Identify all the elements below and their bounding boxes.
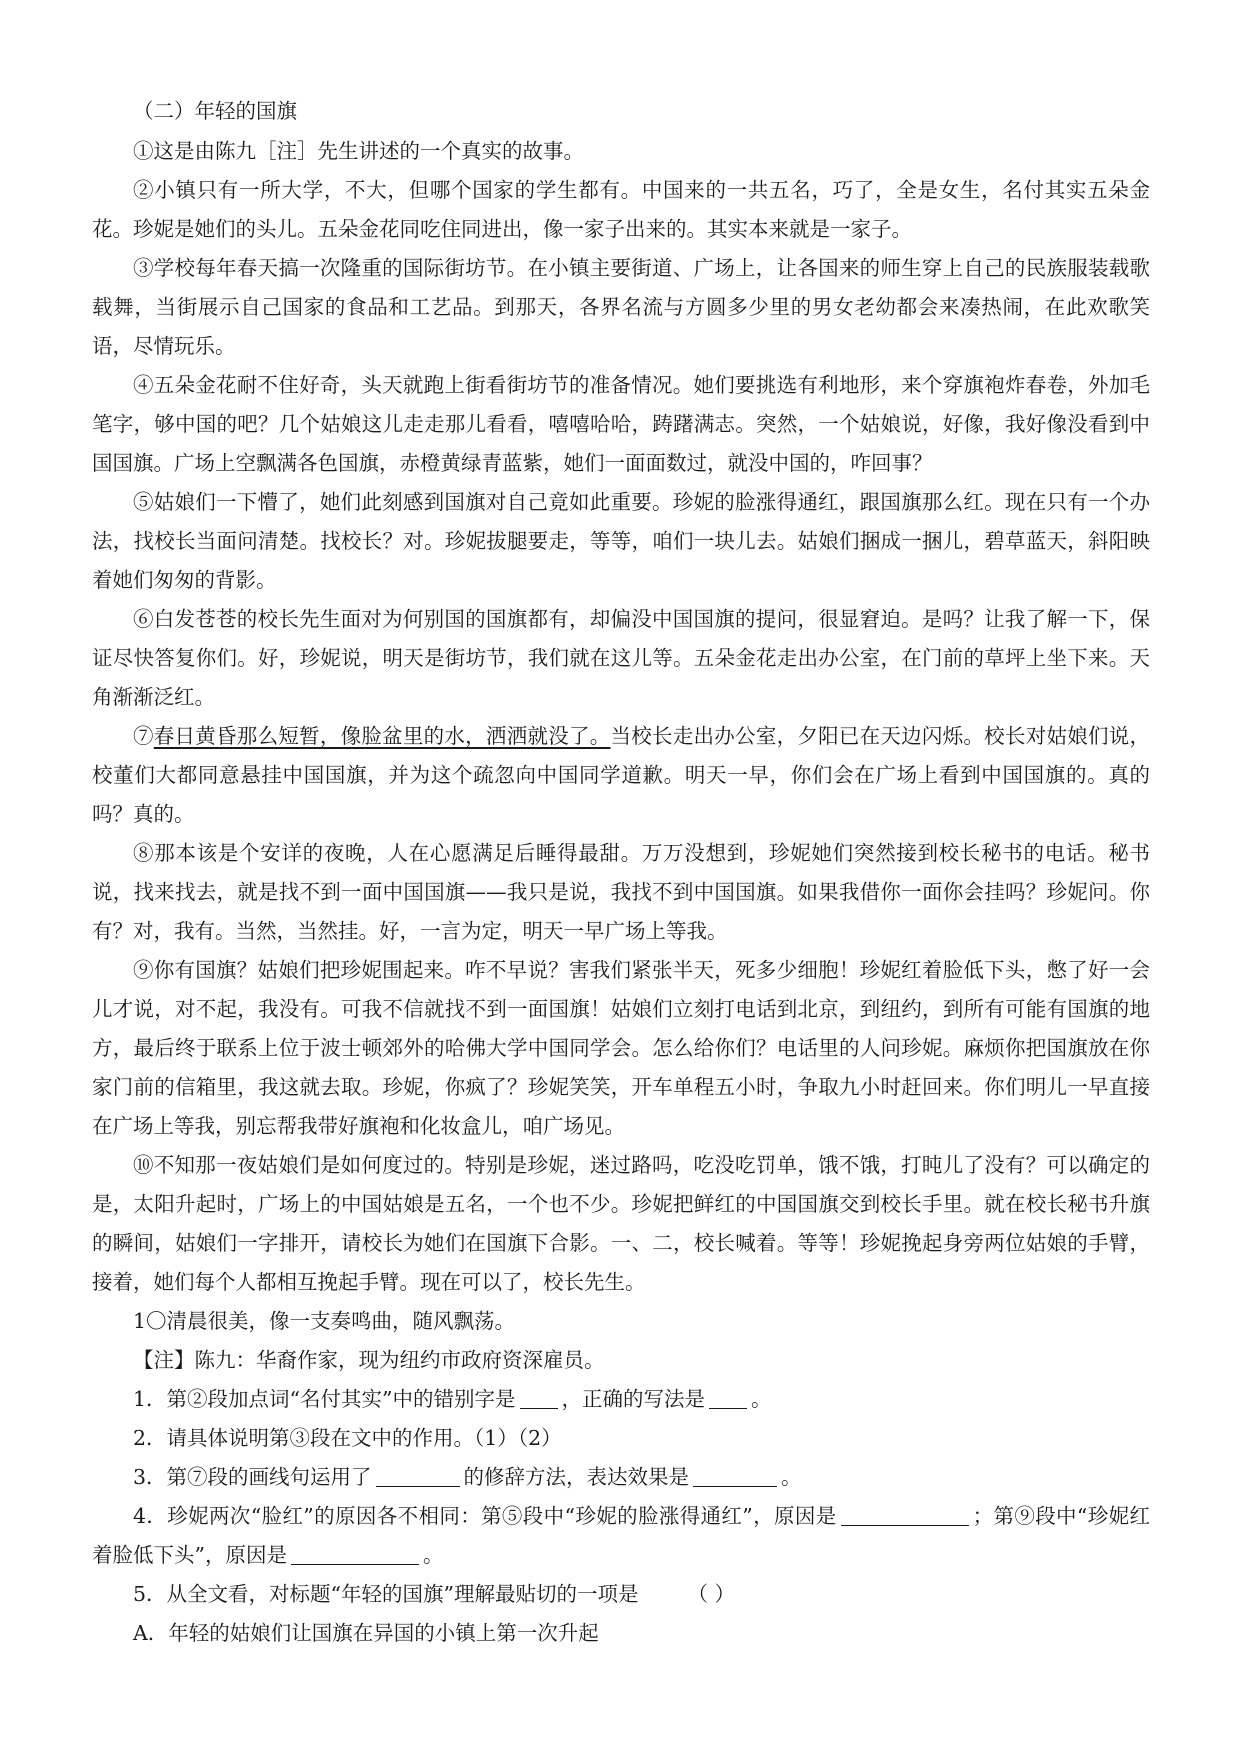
question-1 — [92, 1380, 1150, 1419]
question-4-text-b: ；第⑨段中“珍妮红着脸低下头”，原因是 — [92, 1504, 1150, 1567]
question-3-text-b: 的修辞方法，表达效果是 — [463, 1465, 690, 1489]
question-1-text-b: ，正确的写法是 — [561, 1387, 706, 1411]
author-note: 【注】陈九：华裔作家，现为纽约市政府资深雇员。 — [133, 1348, 605, 1372]
underlined-sentence: 春日黄昏那么短暂，像脸盆里的水，洒洒就没了。 — [153, 724, 611, 748]
answer-blank-3b[interactable] — [693, 1466, 777, 1488]
question-3-end: 。 — [781, 1465, 802, 1489]
question-3-text: 3．第⑦段的画线句运用了 — [133, 1465, 372, 1489]
paragraph-10: ⑩不知那一夜姑娘们是如何度过的。特别是珍妮，迷过路吗，吃没吃罚单，饿不饿，打盹儿了没有？可以确定的是，太阳升起时，广场上的中国姑娘是五名，一个也不少。珍妮把鲜红的中国国旗交到校长手里。就在校长秘书升旗的瞬间，姑娘们一字排开，请校长为她们在国旗下合影。一、二，校长喊着。等等！珍妮挽起身旁两位姑娘的手臂，接着，她们每个人都相互挽起手臂。现在可以了，校长先生。 — [92, 1153, 1150, 1294]
question-5-text: 5．从全文看，对标题“年轻的国旗”理解最贴切的一项是 — [133, 1582, 639, 1606]
paragraph-7-number: ⑦ — [133, 724, 154, 748]
paragraph-7 — [92, 717, 1150, 834]
document-page — [92, 92, 1150, 1653]
question-4-end: 。 — [422, 1543, 444, 1567]
answer-blank-1a[interactable] — [520, 1388, 558, 1410]
paragraph-2: ②小镇只有一所大学，不大，但哪个国家的学生都有。中国来的一共五名，巧了，全是女生，名付其实五朵金花。珍妮是她们的头儿。五朵金花同吃住同进出，像一家子出来的。其实本来就是一家子。 — [92, 178, 1150, 241]
question-4-text: 4．珍妮两次“脸红”的原因各不相同：第⑤段中“珍妮的脸涨得通红”，原因是 — [133, 1504, 837, 1528]
option-a: A．年轻的姑娘们让国旗在异国的小镇上第一次升起 — [133, 1621, 599, 1645]
paragraph-8: ⑧那本该是个安详的夜晚，人在心愿满足后睡得最甜。万万没想到，珍妮她们突然接到校长秘书的电话。秘书说，找来找去，就是找不到一面中国国旗——我只是说，我找不到中国国旗。如果我借你一面你会挂吗？珍妮问。你有？对，我有。当然，当然挂。好，一言为定，明天一早广场上等我。 — [92, 841, 1150, 943]
answer-blank-3a[interactable] — [376, 1466, 460, 1488]
paragraph-5: ⑤姑娘们一下懵了，她们此刻感到国旗对自己竟如此重要。珍妮的脸涨得通红，跟国旗那么红。现在只有一个办法，找校长当面问清楚。找校长？对。珍妮拔腿要走，等等，咱们一块儿去。姑娘们捆成一捆儿，碧草蓝天，斜阳映着她们匆匆的背影。 — [92, 490, 1150, 592]
paragraph-11: 1〇清晨很美，像一支奏鸣曲，随风飘荡。 — [133, 1309, 516, 1333]
question-2: 2．请具体说明第③段在文中的作用。（1）（2） — [133, 1426, 562, 1450]
paragraph-1: ①这是由陈九［注］先生讲述的一个真实的故事。 — [133, 139, 584, 163]
answer-blank-4b[interactable] — [291, 1544, 419, 1566]
paragraph-4: ④五朵金花耐不住好奇，头天就跑上街看街坊节的准备情况。她们要挑选有利地形，来个穿旗袍炸春卷，外加毛笔字，够中国的吧？几个姑娘这儿走走那儿看看，嘻嘻哈哈，踌躇满志。突然，一个姑娘说，好像，我好像没看到中国国旗。广场上空飘满各色国旗，赤橙黄绿青蓝紫，她们一面面数过，就没中国的，咋回事？ — [92, 373, 1150, 475]
question-4 — [92, 1497, 1150, 1575]
answer-blank-4a[interactable] — [841, 1505, 969, 1527]
question-1-text: 1．第②段加点词“名付其实”中的错别字是 — [133, 1387, 516, 1411]
section-title: （二）年轻的国旗 — [133, 99, 297, 123]
question-5 — [92, 1575, 1150, 1614]
paragraph-7-rest: 当校长走出办公室，夕阳已在天边闪烁。校长对姑娘们说，校董们大都同意悬挂中国国旗，并为这个疏忽向中国同学道歉。明天一早，你们会在广场上看到中国国旗的。真的吗？真的。 — [92, 724, 1151, 826]
question-1-end: 。 — [751, 1387, 772, 1411]
paragraph-6: ⑥白发苍苍的校长先生面对为何别国的国旗都有，却偏没中国国旗的提问，很显窘迫。是吗？让我了解一下，保证尽快答复你们。好，珍妮说，明天是街坊节，我们就在这儿等。五朵金花走出办公室，在门前的草坪上坐下来。天角渐渐泛红。 — [92, 607, 1150, 709]
question-3 — [92, 1458, 1150, 1497]
answer-blank-1b[interactable] — [709, 1388, 747, 1410]
paragraph-3: ③学校每年春天搞一次隆重的国际街坊节。在小镇主要街道、广场上，让各国来的师生穿上自己的民族服装载歌载舞，当街展示自己国家的食品和工艺品。到那天，各界名流与方圆多少里的男女老幼都会来凑热闹，在此欢歌笑语，尽情玩乐。 — [92, 256, 1150, 358]
answer-parentheses[interactable]: （ ） — [687, 1582, 736, 1606]
paragraph-9: ⑨你有国旗？姑娘们把珍妮围起来。咋不早说？害我们紧张半天，死多少细胞！珍妮红着脸低下头，憋了好一会儿才说，对不起，我没有。可我不信就找不到一面国旗！姑娘们立刻打电话到北京，到纽约，到所有可能有国旗的地方，最后终于联系上位于波士顿郊外的哈佛大学中国同学会。怎么给你们？电话里的人问珍妮。麻烦你把国旗放在你家门前的信箱里，我这就去取。珍妮，你疯了？珍妮笑笑，开车单程五小时，争取九小时赶回来。你们明儿一早直接在广场上等我，别忘帮我带好旗袍和化妆盒儿，咱广场见。 — [92, 958, 1150, 1138]
